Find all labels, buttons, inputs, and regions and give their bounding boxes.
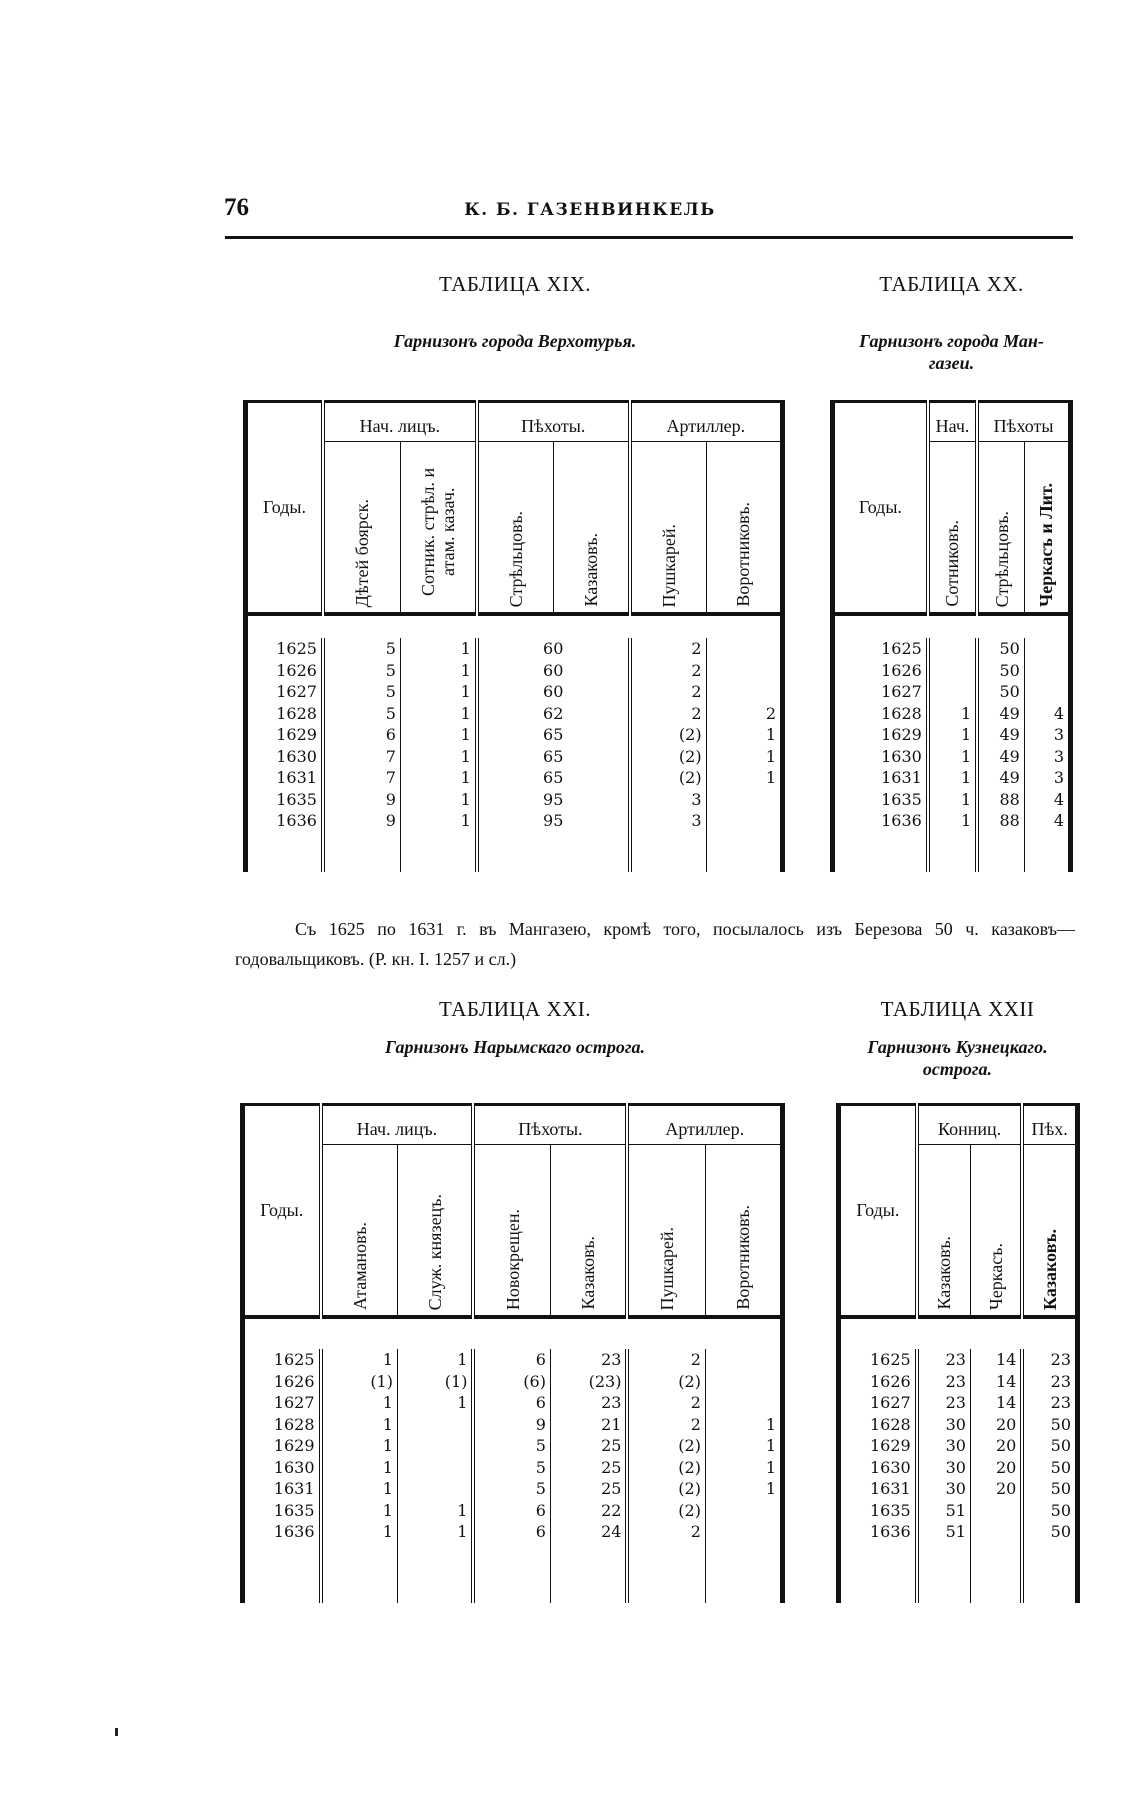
table-21-subtitle: Гарнизонъ Нарымскаго острога. — [385, 1037, 645, 1057]
value-cell: 2 — [630, 638, 706, 660]
group-header-artillery: Артиллер. — [630, 402, 783, 442]
year-cell: 1626 — [833, 660, 928, 682]
table-22-subtitle-line2: острога. — [922, 1059, 993, 1079]
value-cell: 1 — [765, 1414, 776, 1434]
table-row — [243, 1392, 783, 1414]
value-cell: 23 — [917, 1392, 971, 1414]
value-cell — [705, 1392, 782, 1414]
table-row — [839, 1521, 1078, 1543]
value-cell: 1 — [400, 767, 476, 789]
value-cell: (1) — [321, 1371, 398, 1393]
value-cell: 1 — [397, 1500, 473, 1522]
value-cell: 9 — [323, 810, 400, 832]
column-header: Новокрещен. — [473, 1145, 550, 1318]
table-row — [246, 767, 783, 789]
value-cell: 49 — [977, 767, 1024, 789]
value-cell: 49 — [977, 746, 1024, 768]
value-cell: (2) — [630, 724, 706, 746]
value-cell: 21 — [550, 1414, 627, 1436]
value-cell: 22 — [550, 1500, 627, 1522]
years-header: Годы. — [246, 402, 323, 615]
value-cell: 88 — [977, 789, 1024, 811]
value-cell — [706, 810, 782, 832]
table-19-title: ТАБЛИЦА XIX. — [438, 272, 592, 296]
table-row — [243, 1457, 783, 1479]
group-header-artillery: Артиллер. — [627, 1105, 782, 1145]
year-cell: 1628 — [833, 703, 928, 725]
value-cell: 49 — [977, 703, 1024, 725]
group-header-infantry: Пѣхоты — [977, 402, 1070, 442]
value-cell: 2 — [630, 703, 706, 725]
table-row — [839, 1414, 1078, 1436]
table-row — [243, 1371, 783, 1393]
value-cell: (2) — [630, 746, 706, 768]
value-cell: 49 — [977, 724, 1024, 746]
value-cell: 5 — [473, 1457, 550, 1479]
table-19-subtitle: Гарнизонъ города Верхотурья. — [393, 331, 637, 351]
value-cell: 1 — [400, 789, 476, 811]
value-cell: 14 — [970, 1371, 1022, 1393]
year-cell: 1628 — [246, 703, 323, 725]
year-cell: 1629 — [833, 724, 928, 746]
value-cell: 14 — [970, 1349, 1022, 1371]
value-cell: 1 — [400, 681, 476, 703]
column-header: Воротниковъ. — [732, 1205, 753, 1310]
years-header: Годы. — [833, 402, 928, 615]
value-cell: 1 — [765, 1457, 776, 1477]
table-row — [246, 724, 783, 746]
group-header-cavalry: Конниц. — [917, 1105, 1023, 1145]
value-cell: 50 — [1050, 1436, 1071, 1455]
group-header-infantry: Пѣхоты. — [477, 402, 630, 442]
table-22-title: ТАБЛИЦА XXII — [880, 997, 1035, 1021]
value-cell: 60 — [477, 681, 630, 703]
value-cell: 50 — [1050, 1414, 1071, 1434]
table-row — [243, 1435, 783, 1457]
value-cell: 2 — [627, 1349, 705, 1371]
value-cell: (2) — [627, 1500, 705, 1522]
table-row — [246, 789, 783, 811]
column-header: Стрѣльцовъ. — [477, 442, 553, 615]
value-cell — [970, 1500, 1022, 1522]
value-cell: 23 — [1050, 1371, 1071, 1391]
value-cell: 1 — [765, 1479, 776, 1498]
year-cell: 1628 — [243, 1414, 321, 1436]
years-header: Годы. — [243, 1105, 321, 1318]
value-cell: 23 — [1050, 1393, 1071, 1412]
value-cell — [706, 789, 782, 811]
year-cell: 1626 — [243, 1371, 321, 1393]
value-cell: 1 — [400, 746, 476, 768]
table-22-subtitle-line1: Гарнизонъ Кузнецкаго. — [867, 1037, 1048, 1057]
value-cell: 65 — [477, 746, 630, 768]
value-cell: 51 — [917, 1500, 971, 1522]
table-20-subtitle-line2: газеи. — [928, 353, 975, 373]
year-cell: 1628 — [839, 1414, 917, 1436]
value-cell: 1 — [400, 703, 476, 725]
value-cell — [1024, 660, 1070, 682]
value-cell: 3 — [1053, 725, 1064, 744]
value-cell: 9 — [323, 789, 400, 811]
table-row — [839, 1392, 1078, 1414]
column-header: Казаковъ. — [1039, 1229, 1060, 1310]
table-row — [839, 1478, 1078, 1500]
value-cell: 25 — [550, 1435, 627, 1457]
table-row — [833, 767, 1071, 789]
value-cell: 23 — [917, 1371, 971, 1393]
print-mark — [115, 1728, 118, 1736]
value-cell: 1 — [765, 1436, 776, 1455]
value-cell: 1 — [928, 746, 977, 768]
table-row — [839, 1435, 1078, 1457]
value-cell — [1024, 681, 1070, 703]
value-cell: 1 — [928, 789, 977, 811]
year-cell: 1630 — [243, 1457, 321, 1479]
value-cell: 1 — [765, 725, 776, 744]
value-cell: 50 — [977, 681, 1024, 703]
value-cell: 5 — [323, 638, 400, 660]
year-cell: 1636 — [246, 810, 323, 832]
footnote: Съ 1625 по 1631 г. въ Мангазею, кромѣ того, посылалось изъ Березова 50 ч. казаковъ—годовальщиковъ. (Р. кн. І. 1257 и сл.) — [235, 919, 1075, 969]
group-header-officers: Нач. лицъ. — [323, 402, 477, 442]
value-cell: 1 — [321, 1521, 398, 1543]
value-cell — [397, 1414, 473, 1436]
year-cell: 1636 — [833, 810, 928, 832]
value-cell: 23 — [917, 1349, 971, 1371]
value-cell: 14 — [970, 1392, 1022, 1414]
value-cell — [706, 638, 782, 660]
year-cell: 1625 — [246, 638, 323, 660]
value-cell: 65 — [477, 724, 630, 746]
column-header: Казаковъ. — [917, 1145, 971, 1318]
value-cell: 6 — [473, 1349, 550, 1371]
table-row — [243, 1478, 783, 1500]
value-cell: 2 — [627, 1521, 705, 1543]
value-cell: 5 — [323, 681, 400, 703]
value-cell: 30 — [917, 1457, 971, 1479]
year-cell: 1636 — [839, 1521, 917, 1543]
running-head: К. Б. ГАЗЕНВИНКЕЛЬ — [464, 200, 716, 220]
value-cell: 50 — [1050, 1457, 1071, 1477]
value-cell: 23 — [550, 1392, 627, 1414]
value-cell: 30 — [917, 1478, 971, 1500]
year-cell: 1635 — [839, 1500, 917, 1522]
column-header: Пушкарей. — [630, 442, 706, 615]
column-header: Сотник. стрѣл. и атам. казач. — [400, 442, 476, 615]
table-row — [839, 1371, 1078, 1393]
value-cell: (6) — [473, 1371, 550, 1393]
value-cell: 2 — [630, 660, 706, 682]
table-row — [246, 746, 783, 768]
value-cell: 3 — [1053, 746, 1064, 766]
value-cell: 65 — [477, 767, 630, 789]
year-cell: 1626 — [839, 1371, 917, 1393]
value-cell — [397, 1457, 473, 1479]
year-cell: 1626 — [246, 660, 323, 682]
table-20-subtitle — [830, 330, 1073, 374]
year-cell: 1629 — [246, 724, 323, 746]
value-cell: 1 — [321, 1414, 398, 1436]
value-cell: 24 — [550, 1521, 627, 1543]
value-cell: 1 — [400, 724, 476, 746]
value-cell: 1 — [765, 768, 776, 787]
year-cell: 1627 — [839, 1392, 917, 1414]
value-cell: 1 — [400, 660, 476, 682]
table-row — [833, 681, 1071, 703]
value-cell: (1) — [397, 1371, 473, 1393]
value-cell: 4 — [1053, 789, 1064, 809]
year-cell: 1635 — [246, 789, 323, 811]
value-cell: (2) — [627, 1371, 705, 1393]
value-cell — [705, 1371, 782, 1393]
value-cell: 20 — [970, 1478, 1022, 1500]
value-cell: 50 — [1050, 1479, 1071, 1498]
table-20 — [830, 400, 1073, 872]
value-cell: 5 — [473, 1435, 550, 1457]
table-row — [833, 660, 1071, 682]
table-row — [246, 681, 783, 703]
table-row — [246, 810, 783, 832]
value-cell: 1 — [928, 724, 977, 746]
value-cell: 2 — [627, 1414, 705, 1436]
table-row — [243, 1521, 783, 1543]
column-header: Черкасъ. — [970, 1145, 1022, 1318]
column-header: Сотниковъ. — [928, 442, 977, 615]
value-cell: 2 — [630, 681, 706, 703]
table-row — [243, 1414, 783, 1436]
table-22 — [836, 1103, 1080, 1603]
years-header: Годы. — [839, 1105, 917, 1318]
value-cell — [1024, 638, 1070, 660]
value-cell: 23 — [1050, 1350, 1071, 1369]
table-row — [839, 1349, 1078, 1371]
value-cell — [970, 1521, 1022, 1543]
year-cell: 1631 — [833, 767, 928, 789]
group-header-officers: Нач. — [928, 402, 977, 442]
table-21-title: ТАБЛИЦА XXI. — [438, 997, 592, 1021]
value-cell: 95 — [477, 810, 630, 832]
value-cell — [928, 638, 977, 660]
table-row — [833, 724, 1071, 746]
value-cell: 1 — [765, 746, 776, 766]
value-cell: 30 — [917, 1435, 971, 1457]
value-cell — [928, 660, 977, 682]
value-cell: 5 — [473, 1478, 550, 1500]
year-cell: 1630 — [839, 1457, 917, 1479]
value-cell: 1 — [928, 767, 977, 789]
table-row — [246, 703, 783, 725]
column-header: Казаковъ. — [553, 442, 629, 615]
value-cell: 25 — [550, 1478, 627, 1500]
value-cell — [706, 681, 782, 703]
value-cell: 1 — [397, 1521, 473, 1543]
value-cell: 1 — [321, 1392, 398, 1414]
year-cell: 1627 — [243, 1392, 321, 1414]
value-cell: 7 — [323, 767, 400, 789]
column-header: Служ. князецъ. — [397, 1145, 473, 1318]
value-cell: 50 — [1050, 1500, 1071, 1520]
value-cell — [706, 660, 782, 682]
value-cell: 6 — [473, 1521, 550, 1543]
value-cell: 6 — [473, 1392, 550, 1414]
year-cell: 1625 — [839, 1349, 917, 1371]
table-row — [246, 638, 783, 660]
value-cell — [705, 1349, 782, 1371]
column-header: Воротниковъ. — [733, 502, 754, 607]
value-cell: 1 — [321, 1349, 398, 1371]
group-header-infantry: Пѣх. — [1022, 1105, 1077, 1145]
value-cell: 6 — [323, 724, 400, 746]
value-cell: 2 — [627, 1392, 705, 1414]
value-cell: 3 — [1053, 768, 1064, 787]
year-cell: 1627 — [833, 681, 928, 703]
value-cell: 51 — [917, 1521, 971, 1543]
value-cell: 6 — [473, 1500, 550, 1522]
column-header: Пушкарей. — [627, 1145, 705, 1318]
year-cell: 1630 — [246, 746, 323, 768]
value-cell: 1 — [321, 1435, 398, 1457]
value-cell: 95 — [477, 789, 630, 811]
value-cell — [928, 681, 977, 703]
table-21 — [240, 1103, 785, 1603]
value-cell: (23) — [550, 1371, 627, 1393]
table-row — [833, 746, 1071, 768]
value-cell: 30 — [917, 1414, 971, 1436]
year-cell: 1636 — [243, 1521, 321, 1543]
table-row — [833, 789, 1071, 811]
value-cell: 1 — [400, 638, 476, 660]
table-20-subtitle-line1: Гарнизонъ города Ман- — [859, 331, 1044, 351]
year-cell: 1631 — [246, 767, 323, 789]
year-cell: 1635 — [833, 789, 928, 811]
value-cell: 4 — [1053, 703, 1064, 723]
column-header: Дѣтей боярск. — [323, 442, 400, 615]
table-22-subtitle — [835, 1036, 1080, 1080]
value-cell: 62 — [477, 703, 630, 725]
value-cell: 1 — [928, 703, 977, 725]
year-cell: 1627 — [246, 681, 323, 703]
value-cell: (2) — [627, 1457, 705, 1479]
year-cell: 1635 — [243, 1500, 321, 1522]
value-cell: 60 — [477, 638, 630, 660]
value-cell: 5 — [323, 660, 400, 682]
table-row — [839, 1500, 1078, 1522]
value-cell — [397, 1435, 473, 1457]
value-cell — [705, 1521, 782, 1543]
table-row — [833, 638, 1071, 660]
column-header: Казаковъ. — [550, 1145, 627, 1318]
value-cell: 20 — [970, 1435, 1022, 1457]
value-cell: 7 — [323, 746, 400, 768]
column-header: Стрѣльцовъ. — [977, 442, 1024, 615]
value-cell: (2) — [627, 1435, 705, 1457]
value-cell: 2 — [765, 703, 776, 723]
year-cell: 1625 — [243, 1349, 321, 1371]
value-cell: 3 — [630, 810, 706, 832]
group-header-infantry: Пѣхоты. — [473, 1105, 627, 1145]
column-header: Черкасъ и Лит. — [1036, 483, 1057, 607]
value-cell: 60 — [477, 660, 630, 682]
table-row — [243, 1349, 783, 1371]
value-cell: 88 — [977, 810, 1024, 832]
header-rule — [225, 236, 1073, 239]
year-cell: 1625 — [833, 638, 928, 660]
value-cell: 1 — [928, 810, 977, 832]
table-row — [246, 660, 783, 682]
value-cell: 1 — [400, 810, 476, 832]
value-cell: 20 — [970, 1414, 1022, 1436]
value-cell: 5 — [323, 703, 400, 725]
year-cell: 1629 — [839, 1435, 917, 1457]
page-number: 76 — [224, 194, 249, 221]
value-cell: 1 — [321, 1500, 398, 1522]
value-cell — [705, 1500, 782, 1522]
value-cell: 1 — [397, 1392, 473, 1414]
table-row — [833, 810, 1071, 832]
group-header-officers: Нач. лицъ. — [321, 1105, 474, 1145]
value-cell: 4 — [1053, 811, 1064, 830]
table-row — [839, 1457, 1078, 1479]
value-cell: 9 — [473, 1414, 550, 1436]
value-cell: (2) — [630, 767, 706, 789]
table-row — [833, 703, 1071, 725]
value-cell — [397, 1478, 473, 1500]
value-cell: 3 — [630, 789, 706, 811]
value-cell: 1 — [397, 1349, 473, 1371]
value-cell: 50 — [1050, 1522, 1071, 1541]
value-cell: 23 — [550, 1349, 627, 1371]
value-cell: 1 — [321, 1457, 398, 1479]
value-cell: 20 — [970, 1457, 1022, 1479]
year-cell: 1630 — [833, 746, 928, 768]
year-cell: 1629 — [243, 1435, 321, 1457]
value-cell: 1 — [321, 1478, 398, 1500]
table-row — [243, 1500, 783, 1522]
table-20-title: ТАБЛИЦА XX. — [879, 272, 1024, 296]
column-header: Атамановъ. — [321, 1145, 398, 1318]
table-19 — [243, 400, 785, 872]
year-cell: 1631 — [243, 1478, 321, 1500]
value-cell: (2) — [627, 1478, 705, 1500]
value-cell: 50 — [977, 660, 1024, 682]
value-cell: 50 — [977, 638, 1024, 660]
year-cell: 1631 — [839, 1478, 917, 1500]
value-cell: 25 — [550, 1457, 627, 1479]
